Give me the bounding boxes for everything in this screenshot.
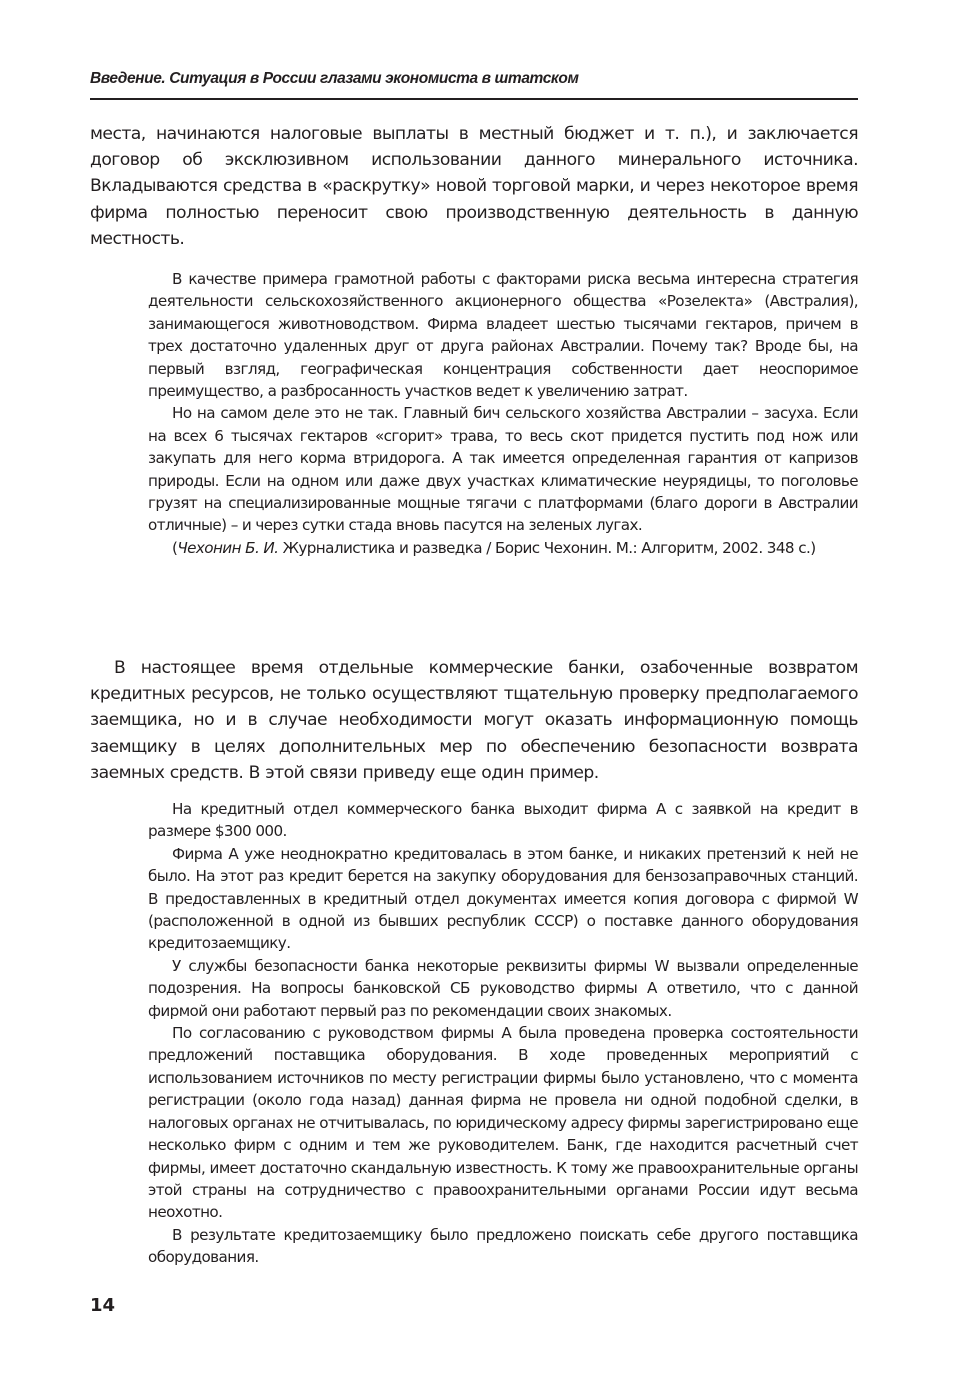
example-1-paragraph-1: В качестве примера грамотной работы с факторами риска весьма интересна стратегия деятельности сельскохозяйственного акционерного общества «Розелекта» (Австралия), занимающегося животноводством. Фирма владеет шестью тысячами гектаров, причем в трех достаточно удаленных друг от друга районах Австралии. Почему так? Вроде бы, на первый взгляд, географическая концентрация собственности дает неоспоримое преимущество, а разбросанность участков ведет к увеличению затрат. [148,270,858,401]
page-number: 14 [90,1295,116,1316]
example-2-paragraph-1: На кредитный отдел коммерческого банка выходит фирма А с заявкой на кредит в размере $300 000. [148,800,858,841]
body-paragraph-1 [90,121,858,252]
citation-open: ( [172,538,178,557]
example-2-paragraph-3: У службы безопасности банка некоторые реквизиты фирмы W вызвали определенные подозрения. На вопросы банковской СБ руководство фирмы А ответило, что с данной фирмой они работают первый раз по рекомендации своих знакомых. [148,956,858,1020]
example-1-citation [148,537,858,559]
example-block-2 [148,798,858,1269]
citation-rest: Журналистика и разведка / Борис Чехонин. М.: Алгоритм, 2002. 348 с.) [278,538,816,557]
header-rule [90,98,858,100]
example-2-paragraph-5: В результате кредитозаемщику было предложено поискать себе другого поставщика оборудования. [148,1225,858,1267]
example-block-1 [148,268,858,559]
paragraph-text: В настоящее время отдельные коммерческие банки, озабоченные возвратом кредитных ресурсов, не только осуществляют тщательную проверку предполагаемого заемщика, но и в случае необходимости могут оказать информационную помощь заемщику в целях дополнительных мер по обеспечению безопасности возврата заемных средств. В этой связи приведу еще один пример. [90,658,858,783]
paragraph-text: места, начинаются налоговые выплаты в местный бюджет и т. п.), и заключается договор об эксклюзивном использовании данного минерального источника. Вкладываются средства в «раскрутку» новой торговой марки, и через некоторое время фирма полностью переносит свою производственную деятельность в данную местность. [90,124,858,249]
running-header: Введение. Ситуация в России глазами экономиста в штатском [90,70,579,87]
citation-author: Чехонин Б. И. [177,538,279,557]
example-2-paragraph-2: Фирма А уже неоднократно кредитовалась в этом банке, и никаких претензий к ней не было. На этот раз кредит берется на закупку оборудования для бензозаправочных станций. В предоставленных в кредитный отдел документах имеется копия договора с фирмой W (расположенной в одной из бывших республик СССР) о поставке данного оборудования кредитозаемщику. [148,844,858,953]
body-paragraph-2 [90,655,858,786]
example-2-paragraph-4: По согласованию с руководством фирмы А была проведена проверка состоятельности предложений поставщика оборудования. В ходе проведенных мероприятий с использованием источников по месту регистрации фирмы было установлено, что с момента регистрации (около года назад) данная фирма не провела ни одной подобной сделки, в налоговых органах не отчитывалась, по юридическому адресу фирмы зарегистрировано еще несколько фирм с одним и тем же руководителем. Банк, где находится расчетный счет фирмы, имеет достаточно скандальную известность. К тому же правоохранительные органы этой страны на сотрудничество с правоохранительными органами России идут весьма неохотно. [148,1024,858,1222]
example-1-paragraph-2: Но на самом деле это не так. Главный бич сельского хозяйства Австралии – засуха. Если на всех 6 тысячах гектаров «сгорит» трава, то весь скот придется пустить под нож или закупать для него корма втридорога. А так имеется определенная гарантия от капризов природы. Если на одном или даже двух участках климатические неурядицы, то поголовье грузят на специализированные мощные тягачи с платформами (благо дороги в Австралии отличные) – и через сутки стада вновь пасутся на зеленых лугах. [148,404,858,535]
